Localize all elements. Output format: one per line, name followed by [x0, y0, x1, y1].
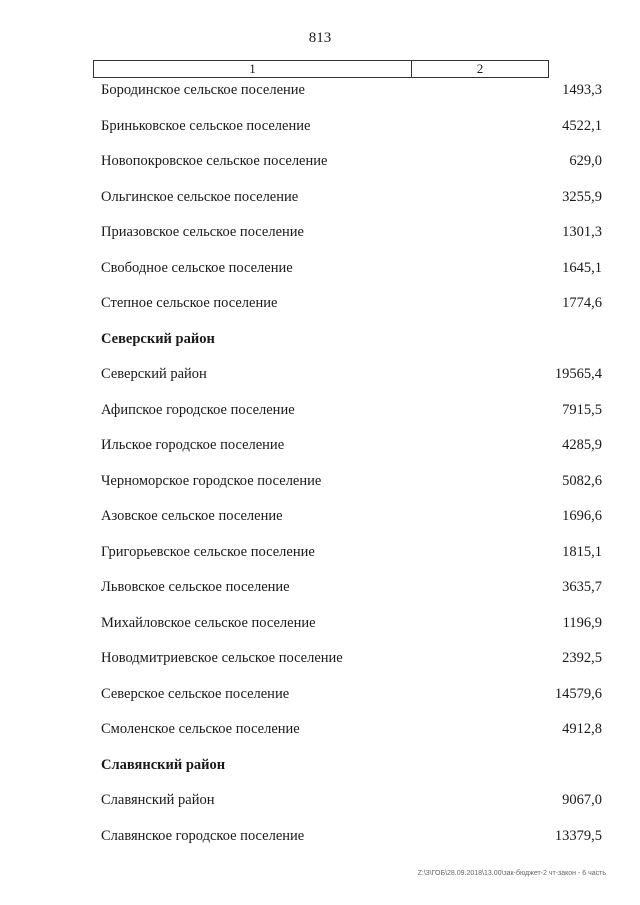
settlement-name: Новопокровское сельское поселение [101, 153, 328, 169]
amount-value: 3255,9 [562, 188, 602, 205]
settlement-name: Северское сельское поселение [101, 685, 290, 702]
amount-value: 14579,6 [554, 685, 602, 702]
column-header-2: 2 [476, 61, 484, 76]
table-row [0, 114, 640, 150]
settlement-name: Степное сельское поселение [101, 295, 278, 311]
table-row [0, 469, 640, 505]
settlement-name: Свободное сельское поселение [101, 259, 293, 276]
table-row [0, 824, 640, 860]
table-row [0, 504, 640, 540]
table-row [0, 682, 640, 718]
amount-value: 1493,3 [562, 82, 602, 98]
table-row [0, 256, 640, 292]
amount-value: 1301,3 [562, 224, 602, 240]
amount-value: 19565,4 [554, 366, 602, 382]
settlement-name: Афипское городское поселение [101, 401, 295, 418]
amount-value: 7915,5 [562, 401, 602, 418]
settlement-name: Ольгинское сельское поселение [101, 188, 299, 205]
table-row [0, 717, 640, 753]
amount-value: 13379,5 [554, 827, 602, 844]
settlement-name: Славянский район [101, 792, 215, 808]
table-row [0, 575, 640, 611]
column-header-1: 1 [94, 61, 412, 77]
table-row [0, 185, 640, 221]
district-heading: Северский район [101, 330, 215, 347]
table-row [0, 220, 640, 256]
table-row [0, 291, 640, 327]
settlement-name: Львовское сельское поселение [101, 579, 290, 595]
table-body [0, 78, 640, 859]
table-row [0, 78, 640, 114]
settlement-name: Северский район [101, 366, 207, 382]
amount-value: 4285,9 [562, 437, 602, 453]
table-row [0, 362, 640, 398]
amount-value: 1815,1 [562, 543, 602, 560]
amount-value: 2392,5 [562, 650, 602, 666]
district-heading: Славянский район [101, 756, 226, 773]
table-row [0, 540, 640, 576]
settlement-name: Михайловское сельское поселение [101, 614, 316, 631]
table-row [0, 398, 640, 434]
amount-value: 1774,6 [562, 295, 602, 311]
settlement-name: Азовское сельское поселение [101, 508, 283, 524]
table-row [0, 433, 640, 469]
amount-value: 9067,0 [562, 792, 602, 808]
settlement-name: Ильское городское поселение [101, 437, 285, 453]
settlement-name: Приазовское сельское поселение [101, 224, 304, 240]
amount-value: 5082,6 [562, 472, 602, 489]
amount-value: 4522,1 [562, 117, 602, 134]
settlement-name: Славянское городское поселение [101, 827, 305, 844]
settlement-name: Бородинское сельское поселение [101, 82, 305, 98]
amount-value: 4912,8 [562, 721, 602, 737]
page-number: 813 [308, 30, 332, 46]
district-heading-row [0, 327, 640, 363]
amount-value: 1645,1 [562, 259, 602, 276]
table-column-header [93, 60, 549, 78]
district-heading-row [0, 753, 640, 789]
amount-value: 3635,7 [562, 579, 602, 595]
amount-value: 1696,6 [562, 508, 602, 524]
settlement-name: Новодмитриевское сельское поселение [101, 650, 343, 666]
table-row [0, 646, 640, 682]
table-row [0, 611, 640, 647]
amount-value: 1196,9 [562, 614, 602, 631]
settlement-name: Григорьевское сельское поселение [101, 543, 315, 560]
table-row [0, 788, 640, 824]
table-row [0, 149, 640, 185]
document-footer-path: Z:\3\ГОБ\28.09.2018\13.00\зак-бюджет-2 чт-закон - 6 часть [417, 870, 606, 877]
settlement-name: Черноморское городское поселение [101, 472, 322, 489]
settlement-name: Смоленское сельское поселение [101, 721, 300, 737]
amount-value: 629,0 [569, 153, 602, 169]
settlement-name: Бриньковское сельское поселение [101, 117, 311, 134]
